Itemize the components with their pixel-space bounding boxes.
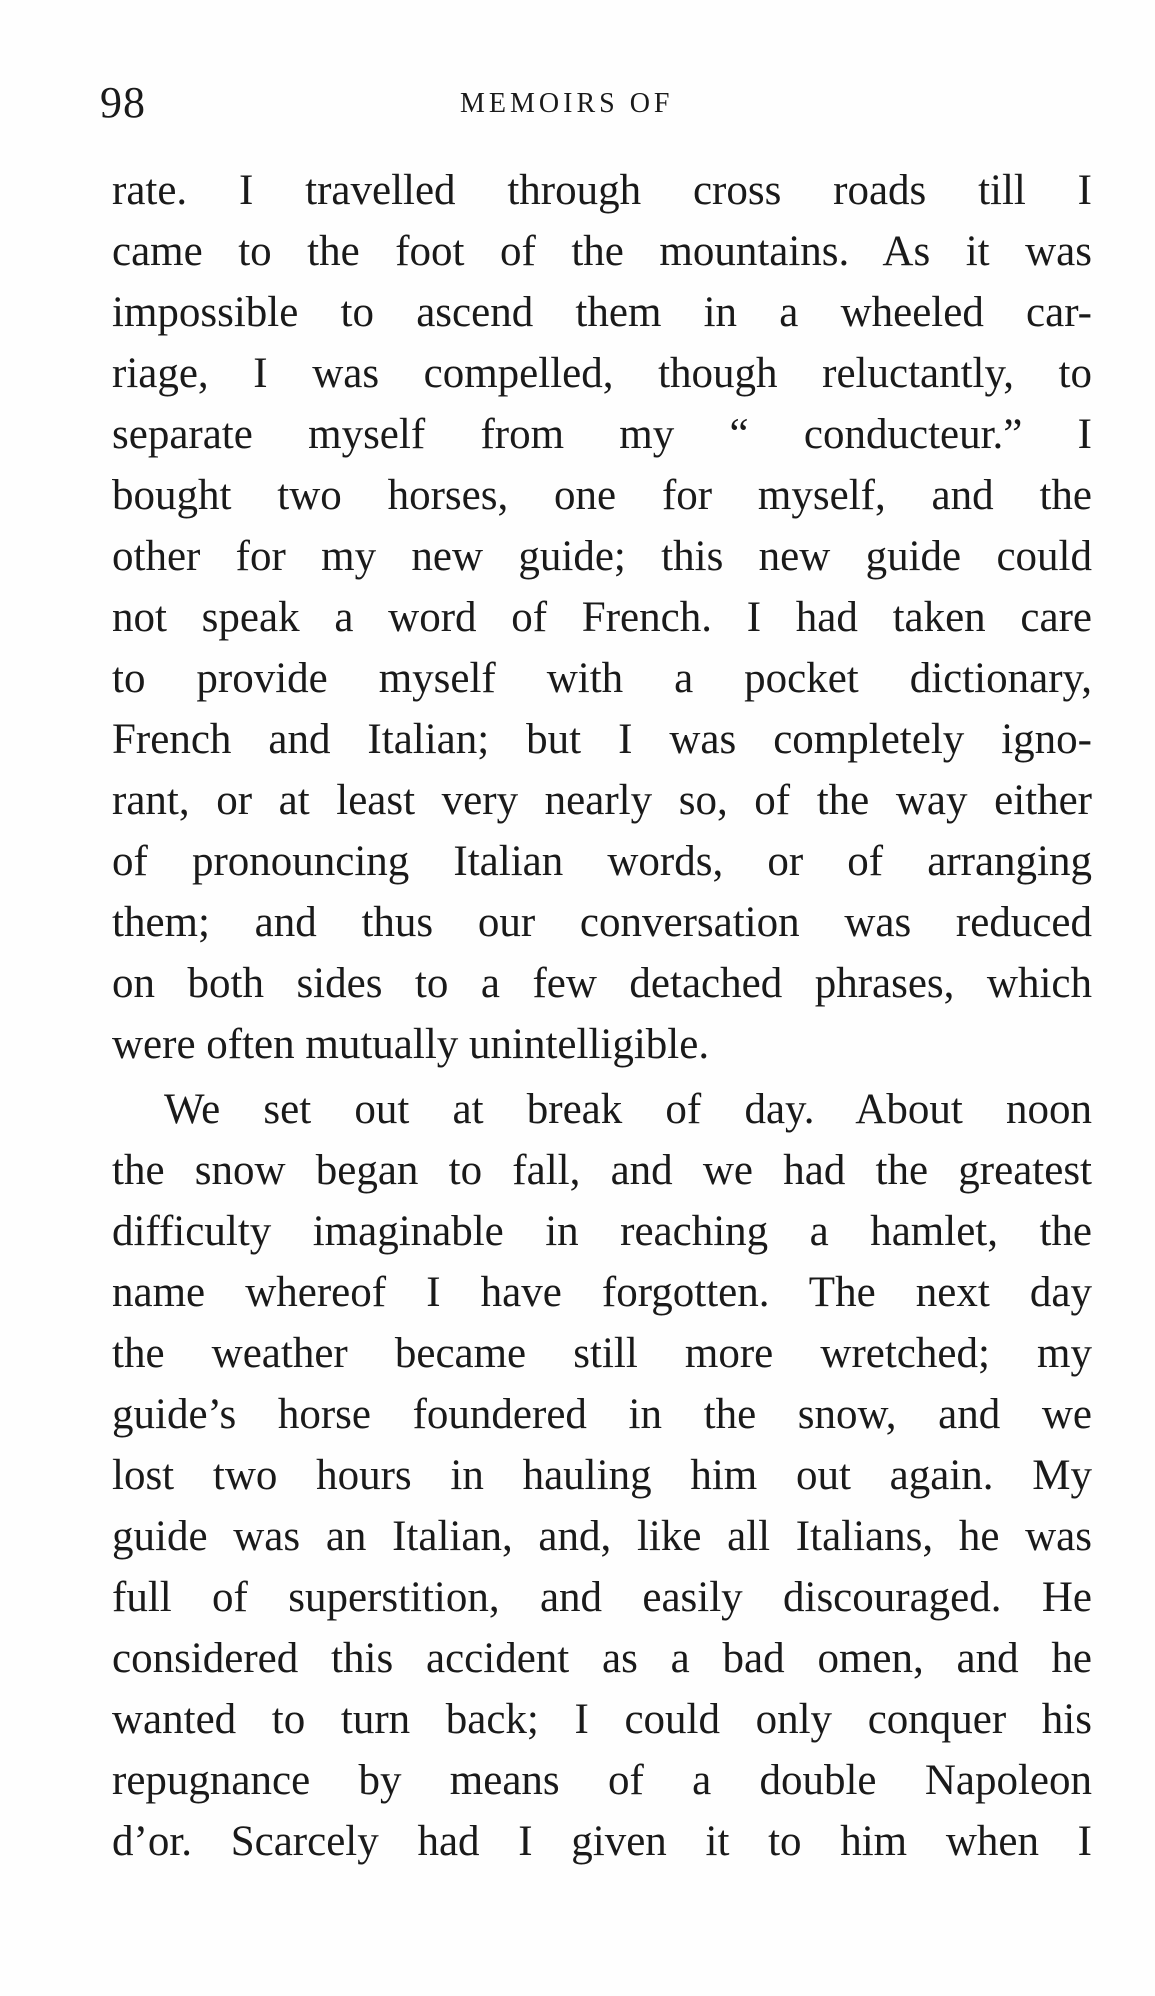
text-line: impossible to ascend them in a wheeled car-: [112, 289, 1092, 336]
text-line: the snow began to fall, and we had the greatest: [112, 1147, 1092, 1194]
text-line: lost two hours in hauling him out again. My: [112, 1452, 1092, 1499]
text-line: considered this accident as a bad omen, and he: [112, 1635, 1092, 1682]
text-line: came to the foot of the mountains. As it was: [112, 228, 1092, 275]
text-line: bought two horses, one for myself, and the: [112, 472, 1092, 519]
text-line: d’or. Scarcely had I given it to him when I: [112, 1818, 1092, 1865]
text-line: rate. I travelled through cross roads till I: [112, 167, 1092, 214]
text-line: to provide myself with a pocket dictionary,: [112, 655, 1092, 702]
text-line: difficulty imaginable in reaching a hamlet, the: [112, 1208, 1092, 1255]
paragraph-1: [112, 160, 1092, 1075]
body-text: [112, 160, 1092, 1872]
text-line: guide was an Italian, and, like all Italians, he was: [112, 1513, 1092, 1560]
page-header: [100, 78, 1100, 138]
text-line: separate myself from my “ conducteur.” I: [112, 411, 1092, 458]
running-head: MEMOIRS OF: [460, 88, 674, 119]
text-line: rant, or at least very nearly so, of the way either: [112, 777, 1092, 824]
text-line: We set out at break of day. About noon: [164, 1086, 1092, 1133]
text-line: them; and thus our conversation was reduced: [112, 899, 1092, 946]
text-line: French and Italian; but I was completely igno-: [112, 716, 1092, 763]
text-line: of pronouncing Italian words, or of arranging: [112, 838, 1092, 885]
text-line: on both sides to a few detached phrases, which: [112, 960, 1092, 1007]
page-number: 98: [100, 78, 146, 127]
text-line: full of superstition, and easily discouraged. He: [112, 1574, 1092, 1621]
text-line: the weather became still more wretched; my: [112, 1330, 1092, 1377]
text-line: were often mutually unintelligible.: [112, 1021, 710, 1068]
text-line: other for my new guide; this new guide could: [112, 533, 1092, 580]
text-line: repugnance by means of a double Napoleon: [112, 1757, 1092, 1804]
text-line: name whereof I have forgotten. The next day: [112, 1269, 1092, 1316]
text-line: not speak a word of French. I had taken care: [112, 594, 1092, 641]
text-line: guide’s horse foundered in the snow, and we: [112, 1391, 1092, 1438]
paragraph-2: [112, 1079, 1092, 1872]
text-line: wanted to turn back; I could only conquer his: [112, 1696, 1092, 1743]
text-line: riage, I was compelled, though reluctantly, to: [112, 350, 1092, 397]
